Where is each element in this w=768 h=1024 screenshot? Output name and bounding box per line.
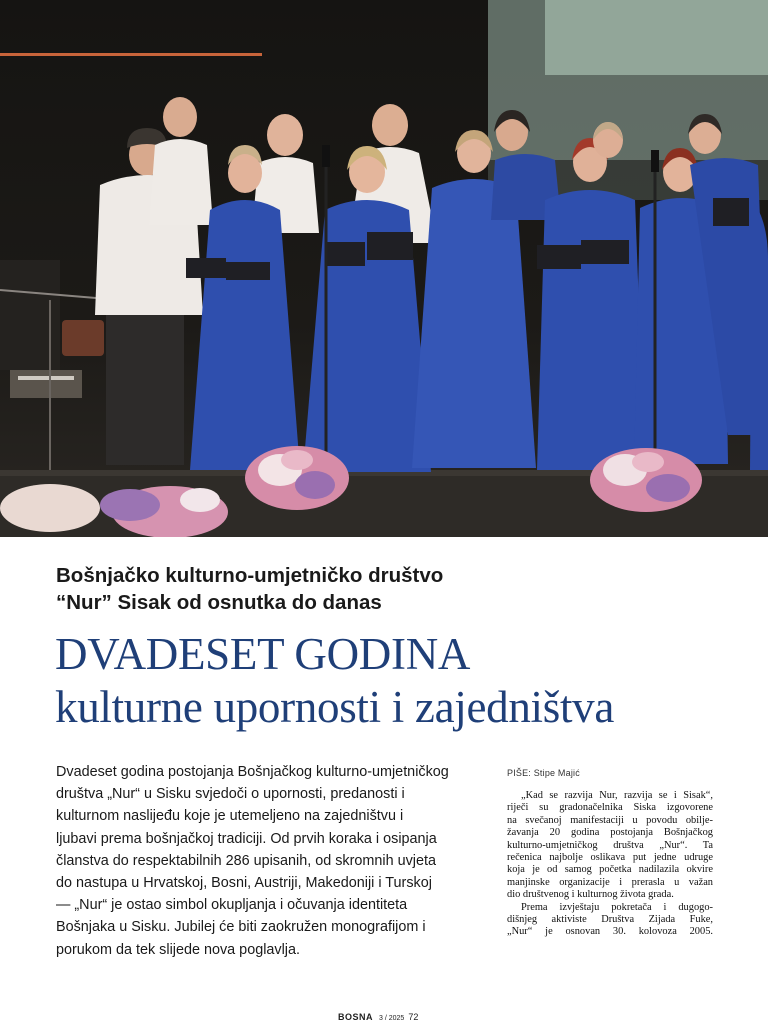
page-footer: [338, 1012, 418, 1022]
body-line: rečenica najbolje oslikava put jedne udruge: [507, 852, 713, 864]
article-body: [507, 790, 713, 939]
article-headline-line: DVADESET GODINA: [55, 629, 471, 679]
body-line: „Nur“ je osnovan 30. kolovoza 2005.: [507, 926, 713, 938]
issue-number: 3 / 2025: [379, 1015, 405, 1022]
body-line: manjinske organizacije i prerasla u važan: [507, 876, 713, 888]
article-subtitle-line: “Nur” Sisak od osnutka do danas: [56, 591, 382, 614]
accent-line: [0, 53, 262, 56]
body-line: koja je od samog početka nadilazila okvire: [507, 864, 713, 876]
body-line: dio društvenog i kulturnog života grada.: [507, 889, 674, 901]
article-subtitle-line: Bošnjačko kulturno-umjetničko društvo: [56, 564, 444, 587]
body-line: dišnjeg aktiviste Društva Zijada Fuke,: [507, 914, 713, 926]
lead-line: porukom da tek slijede nova poglavlja.: [56, 941, 300, 958]
lead-line: društva „Nur“ u Sisku svjedoči o upornosti, predanosti i: [56, 786, 405, 803]
lead-line: do nastupa u Hrvatskoj, Bosni, Austriji, Makedoniji i Turskoj: [56, 875, 432, 892]
article-subtitle: [56, 562, 716, 616]
body-line: Prema izvještaju pokretača i dugogo-: [521, 901, 713, 913]
body-line: riječi su gradonačelnika Siska izgovorene: [507, 802, 713, 814]
body-paragraph: [507, 902, 713, 939]
article-headline: [55, 628, 755, 734]
body-paragraph: [507, 790, 713, 902]
lead-line: Bošnjaka u Sisku. Jubilej će biti zaokružen monografijom i: [56, 919, 426, 936]
magazine-name: BOSNA: [338, 1012, 374, 1022]
lead-line: kulturnom naslijeđu koje je utemeljeno na zajedništvu i: [56, 808, 404, 825]
body-line: kulturno-umjetničkog društva „Nur“. Ta: [507, 839, 713, 851]
article-lead: [56, 761, 492, 961]
byline: PIŠE: Stipe Majić: [507, 768, 580, 778]
lead-line: — „Nur“ je ostao simbol okupljanja i očuvanja identiteta: [56, 897, 408, 914]
article-headline-line: kulturne upornosti i zajedništva: [55, 682, 615, 732]
body-line: žavanja 20 godina postojanja Bošnjačkog: [507, 827, 713, 839]
lead-line: Dvadeset godina postojanja Bošnjačkog kulturno-umjetničkog: [56, 764, 449, 780]
body-line: „Kad se razvija Nur, razvija se i Sisak“,: [521, 790, 713, 801]
lead-line: članstva do respektabilnih 286 upisanih, od skromnih uvjeta: [56, 852, 436, 869]
page-number: 72: [408, 1012, 419, 1022]
lead-line: ljubavi prema bošnjačkoj tradiciji. Od prvih koraka i osipanja: [56, 830, 437, 847]
body-line: na svečanoj manifestaciji u povodu obilje-: [507, 814, 713, 826]
projection-screen-image: [545, 0, 768, 75]
